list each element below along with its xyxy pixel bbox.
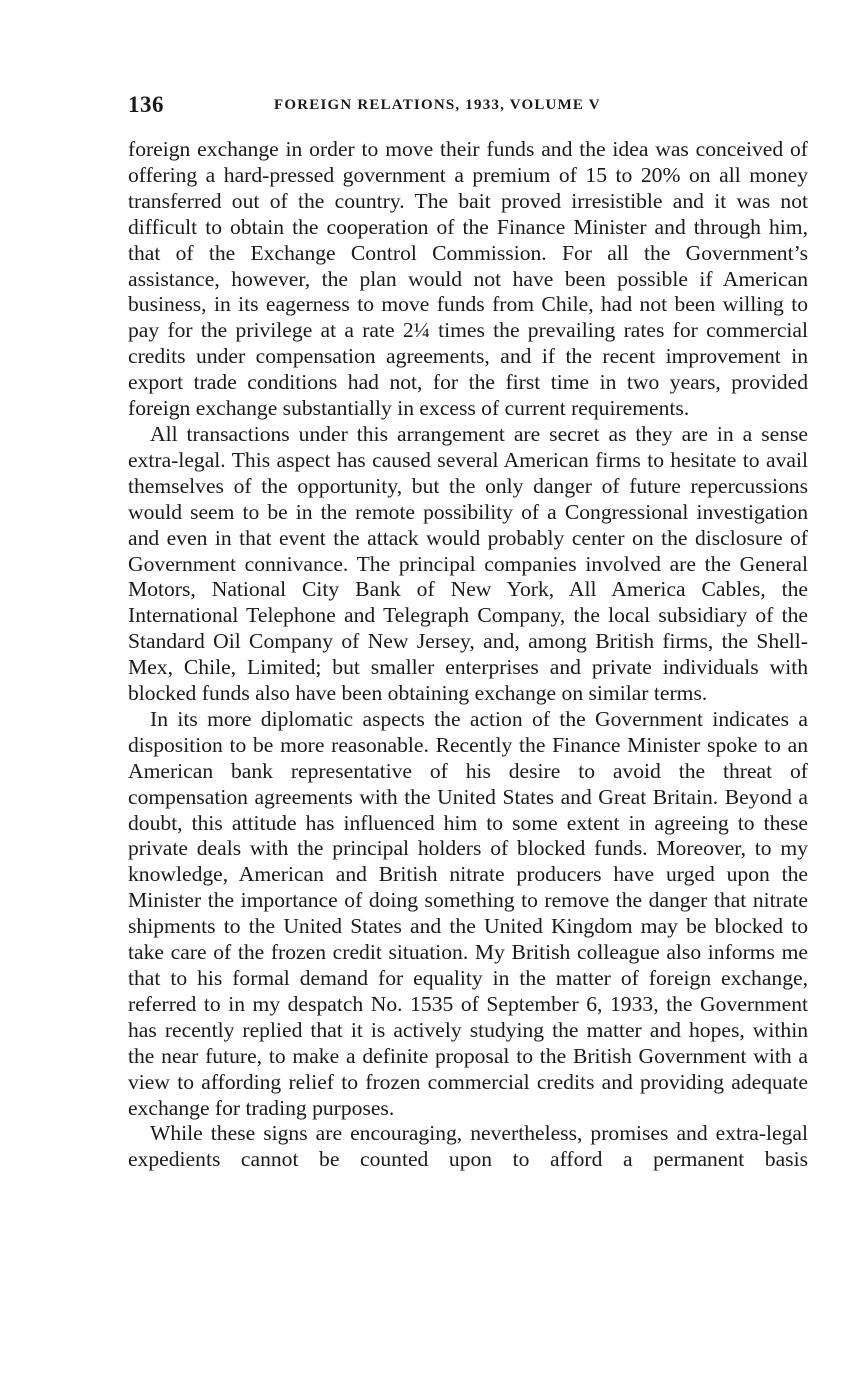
paragraph: In its more diplomatic aspects the action of the Government indicates a disposition to be more reasonable. Recently the Finance Minister spoke to an American bank representative of his desire to avoid the threat of compensation agreements with the United States and Great Britain. Beyond a doubt, this attitude has influenced him to some extent in agreeing to these private deals with the principal holders of blocked funds. Moreover, to my knowledge, American and British nitrate producers have urged upon the Minister the importance of doing something to remove the danger that nitrate shipments to the United States and the United Kingdom may be blocked to take care of the frozen credit situation. My British colleague also informs me that to his formal demand for equality in the matter of foreign exchange, referred to in my despatch No. 1535 of September 6, 1933, the Government has recently replied that it is actively studying the matter and hopes, within the near future, to make a definite proposal to the British Government with a view to affording relief to frozen commercial credits and providing adequate exchange for trading purposes. — [128, 706, 808, 1120]
paragraph-continues-next-page: While these signs are encouraging, nevertheless, promises and extra-legal expedients cannot be counted upon to afford a permanent basis — [128, 1121, 808, 1172]
page-header — [128, 92, 808, 122]
body-text — [128, 137, 808, 1173]
paragraph: All transactions under this arrangement are secret as they are in a sense extra-legal. This aspect has caused several American firms to hesitate to avail themselves of the opportunity, but the only danger of future repercussions would seem to be in the remote possibility of a Congressional investigation and even in that event the attack would probably center on the disclosure of Government connivance. The principal companies involved are the General Motors, National City Bank of New York, All America Cables, the International Telephone and Telegraph Company, the local subsidiary of the Standard Oil Company of New Jersey, and, among British firms, the Shell-Mex, Chile, Limited; but smaller enterprises and private individuals with blocked funds also have been obtaining exchange on similar terms. — [128, 421, 808, 706]
paragraph-continued: foreign exchange in order to move their funds and the idea was conceived of offering a hard-pressed government a premium of 15 to 20% on all money transferred out of the country. The bait proved irresistible and it was not difficult to obtain the cooperation of the Finance Minister and through him, that of the Exchange Control Commission. For all the Government’s assistance, however, the plan would not have been possible if American business, in its eagerness to move funds from Chile, had not been willing to pay for the privilege at a rate 2¼ times the prevailing rates for commercial credits under compensation agreements, and if the recent improvement in export trade conditions had not, for the first time in two years, provided foreign exchange substantially in excess of current requirements. — [128, 137, 808, 421]
running-head: FOREIGN RELATIONS, 1933, VOLUME V — [274, 97, 601, 113]
page-number: 136 — [128, 92, 164, 117]
